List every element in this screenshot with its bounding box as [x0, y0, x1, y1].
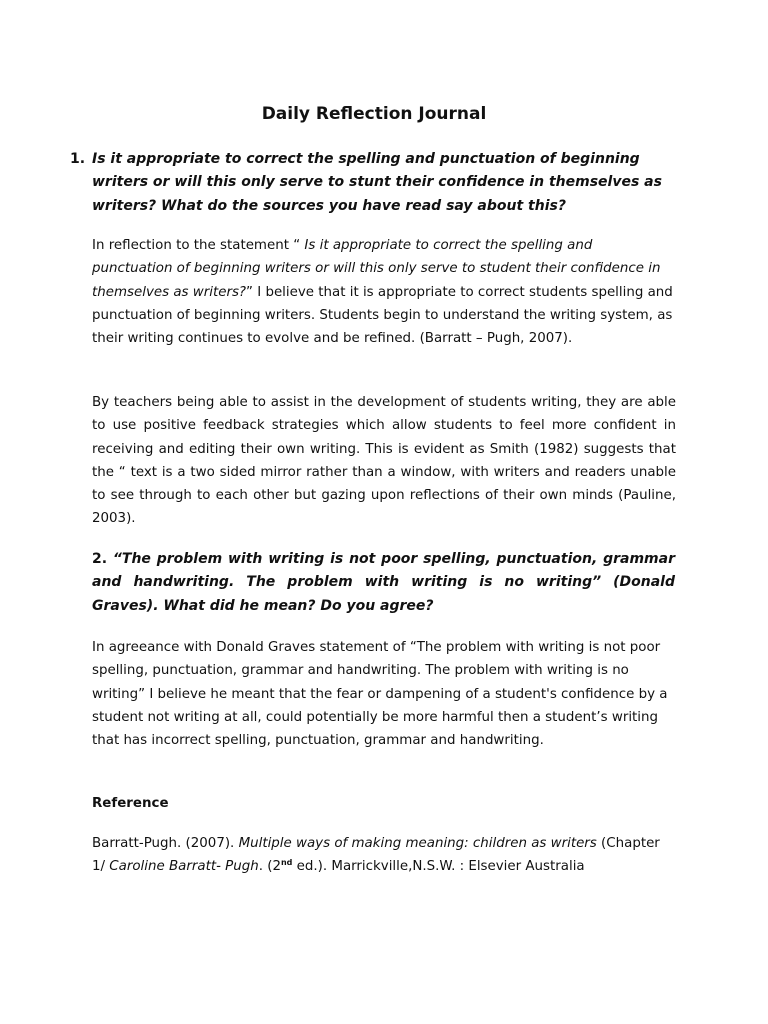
page-title: Daily Reflection Journal	[261, 104, 487, 124]
paragraph-1-rest: I believe that it is appropriate to correct students spelling and punctuation of beginning writers. Students begin to understand the writing system, as their writing continues to evolve and be refined. (Barratt – Pugh, 2007).	[92, 284, 673, 347]
paragraph-1-quote-close: ”	[246, 284, 253, 300]
reference-author-year: Barratt-Pugh. (2007).	[92, 836, 239, 851]
reference-edition-pre: . (2	[258, 859, 281, 875]
question-2	[92, 548, 675, 618]
reflection-paragraph-2: By teachers being able to assist in the development of students writing, they are able to use positive feedback strategies which allow students to feel more confident in receiving and editing their own writing. This is evident as Smith (1982) suggests that the “ text is a two sided mirror rather than a window, with writers and readers unable to see through to each other but gazing upon reflections of their own minds (Pauline, 2003).	[92, 395, 676, 527]
paragraph-1-intro: In reflection to the statement “	[92, 238, 301, 253]
reference-heading: Reference	[92, 796, 169, 811]
reflection-paragraph-1	[92, 234, 676, 350]
reference-chapter-author: Caroline Barratt- Pugh	[105, 859, 259, 875]
reference-publisher: ed.). Marrickville,N.S.W. : Elsevier Australia	[292, 859, 585, 875]
paragraph-1-quote: Is it appropriate to correct the spelling and punctuation of beginning writers or will this only serve to student their confidence in themselves as writers?	[92, 238, 661, 300]
reference-entry	[92, 832, 676, 879]
reference-edition-suffix: nd	[280, 858, 293, 868]
question-1-text: Is it appropriate to correct the spelling and punctuation of beginning writers or will this only serve to stunt their confidence in themselves as writers? What do the sources you have read say about this?	[92, 151, 662, 214]
question-2-text: “The problem with writing is not poor spelling, punctuation, grammar and handwriting. The problem with writing is no writing” (Donald Graves). What did he mean? Do you agree?	[92, 551, 675, 614]
reference-chapter-open: (Chapter 1/	[92, 836, 660, 875]
reference-book-title: Multiple ways of making meaning: children as writers	[238, 836, 597, 851]
question-1-number: 1.	[70, 151, 86, 167]
question-2-number: 2.	[92, 551, 108, 567]
reflection-paragraph-3: In agreeance with Donald Graves statement of “The problem with writing is not poor spelling, punctuation, grammar and handwriting. The problem with writing is no writing” I believe he meant that the fear or dampening of a student's confidence by a student not writing at all, could potentially be more harmful then a student’s writing that has incorrect spelling, punctuation, grammar and handwriting.	[92, 640, 668, 749]
